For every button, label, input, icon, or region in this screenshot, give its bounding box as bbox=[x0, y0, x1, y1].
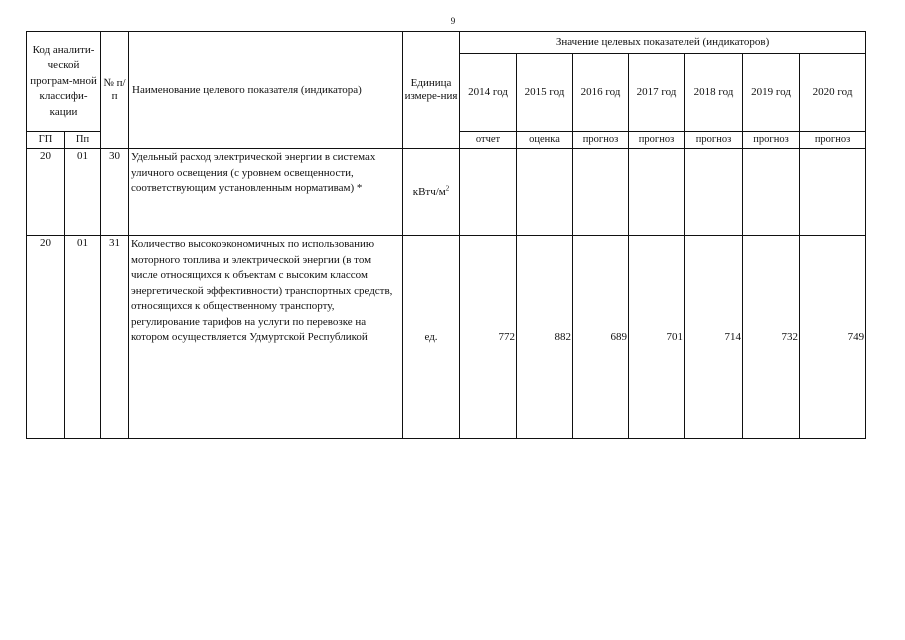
unit-superscript: 2 bbox=[445, 183, 450, 192]
cell-number: 31 bbox=[101, 236, 129, 439]
unit-text: кВтч/м bbox=[412, 185, 446, 198]
unit-text: ед. bbox=[424, 330, 438, 343]
cell-pp: 01 bbox=[65, 236, 101, 439]
header-indicator-name: Наименование целевого показателя (индикатора) bbox=[129, 32, 403, 149]
cell-value bbox=[800, 149, 866, 236]
header-year: 2020 год bbox=[800, 54, 866, 132]
cell-unit bbox=[403, 236, 460, 439]
cell-value bbox=[743, 149, 800, 236]
cell-value: 772 bbox=[460, 236, 517, 439]
header-code: Код аналити-ческой програм-мной классифи-кации bbox=[27, 32, 101, 132]
cell-gp: 20 bbox=[27, 149, 65, 236]
cell-value bbox=[629, 149, 685, 236]
header-year: 2017 год bbox=[629, 54, 685, 132]
cell-pp: 01 bbox=[65, 149, 101, 236]
page-number: 9 bbox=[450, 16, 456, 26]
cell-unit bbox=[403, 149, 460, 236]
header-values-group: Значение целевых показателей (индикаторов) bbox=[460, 32, 866, 54]
cell-indicator-name: Количество высокоэкономичных по использованию моторного топлива и электрической энергии (в том числе относящихся к объектам с высоким классом энергетической эффективности) транспортных средств, относящихся к общественному транспорту, регулирование тарифов на услуги по перевозке на котором осуществляется Удмуртской Республикой bbox=[129, 236, 403, 439]
header-year: 2018 год bbox=[685, 54, 743, 132]
header-pp: Пп bbox=[65, 132, 101, 149]
cell-value: 689 bbox=[573, 236, 629, 439]
header-status: прогноз bbox=[573, 132, 629, 149]
header-status: отчет bbox=[460, 132, 517, 149]
header-number: № п/п bbox=[101, 32, 129, 149]
header-row-1 bbox=[27, 32, 866, 54]
table-row bbox=[27, 236, 866, 439]
cell-value: 714 bbox=[685, 236, 743, 439]
header-status: прогноз bbox=[685, 132, 743, 149]
cell-gp: 20 bbox=[27, 236, 65, 439]
indicators-table bbox=[26, 31, 866, 439]
header-status: оценка bbox=[517, 132, 573, 149]
header-year: 2016 год bbox=[573, 54, 629, 132]
cell-value: 732 bbox=[743, 236, 800, 439]
cell-value bbox=[573, 149, 629, 236]
cell-value bbox=[685, 149, 743, 236]
header-status: прогноз bbox=[743, 132, 800, 149]
cell-value bbox=[460, 149, 517, 236]
cell-indicator-name: Удельный расход электрической энергии в системах уличного освещения (с уровнем освещенности, соответствующим установленным нормативам) * bbox=[129, 149, 403, 236]
cell-value: 749 bbox=[800, 236, 866, 439]
header-year: 2014 год bbox=[460, 54, 517, 132]
cell-value bbox=[517, 149, 573, 236]
header-status: прогноз bbox=[629, 132, 685, 149]
header-unit: Единица измере-ния bbox=[403, 32, 460, 149]
cell-number: 30 bbox=[101, 149, 129, 236]
header-gp: ГП bbox=[27, 132, 65, 149]
cell-value: 882 bbox=[517, 236, 573, 439]
header-year: 2015 год bbox=[517, 54, 573, 132]
header-year: 2019 год bbox=[743, 54, 800, 132]
table-row bbox=[27, 149, 866, 236]
header-status: прогноз bbox=[800, 132, 866, 149]
cell-value: 701 bbox=[629, 236, 685, 439]
